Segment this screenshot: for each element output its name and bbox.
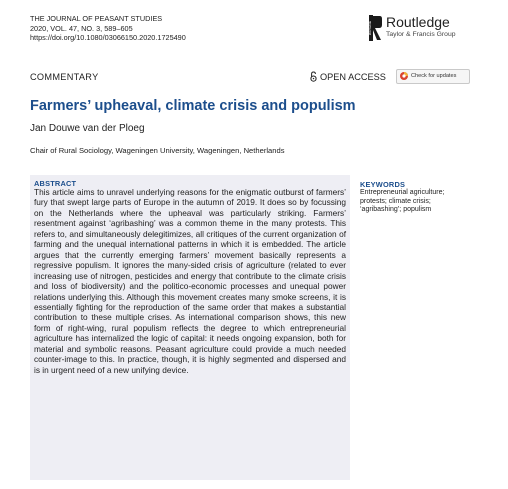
check-for-updates-button[interactable] — [396, 69, 470, 84]
author-affiliation: Chair of Rural Sociology, Wageningen University, Wageningen, Netherlands — [30, 146, 285, 155]
publisher-logo — [368, 14, 478, 44]
routledge-mark-letters: ROUTLEDGE — [370, 20, 372, 36]
keyword-line: ‘agribashing’; populism — [360, 206, 432, 214]
open-lock-icon — [310, 71, 317, 82]
crossmark-icon — [400, 72, 408, 80]
author-name[interactable]: Jan Douwe van der Ploeg — [30, 123, 145, 134]
journal-reference — [30, 14, 186, 43]
abstract-text: This article aims to unravel underlying reasons for the enigmatic outburst of farmers’ fury that swept large parts of Europe in the autumn of 2019. It does so by focussing on the Netherlands where the upheaval was particularly striking. Farmers’ resentment against ‘agribashing’ was a common theme in the many protests. This refers to, and simultaneously delegitimizes, all critiques of the current organization of farming and the unequal international patterns in which it is embedded. The article argues that the currently emerging farmers’ movement basically represents a regressive populism. It ignores the many-sided crisis of agriculture (related to ever increasing use of nitrogen, pesticides and energy that contribute to the climate crisis and loss of biodiversity) and the politico-economic processes and unequal power relations underlying this. Although this movement creates many smoke screens, it is essentially fighting for the reproduction of the same order that makes a substantial contribution to these multiple crises. As international comparison shows, this new form of right-wing, rural populism reflects the degree to which entrepreneurial agriculture has internalized the logic of capital: it needs ongoing expansion, both for material and symbolic reasons. Peasant agriculture could provide a much needed counter-image to this. In practice, though, it is highly segmented and dispersed and is in urgent need of a new unifying device. — [34, 187, 346, 375]
abstract-panel — [30, 175, 350, 480]
abstract-heading: ABSTRACT — [34, 179, 77, 188]
keyword-line: protests; climate crisis; — [360, 197, 431, 205]
publisher-subtitle: Taylor & Francis Group — [386, 31, 456, 38]
routledge-mark-icon — [368, 15, 382, 41]
section-label: COMMENTARY — [30, 72, 99, 82]
check-for-updates-label: Check for updates — [411, 73, 457, 79]
publisher-name: Routledge — [386, 14, 450, 30]
keyword-line: Entrepreneurial agriculture; — [360, 189, 445, 196]
journal-volume: 2020, VOL. 47, NO. 3, 589–605 — [30, 23, 133, 33]
journal-name: THE JOURNAL OF PEASANT STUDIES — [30, 14, 163, 23]
keywords-heading: KEYWORDS — [360, 180, 406, 189]
article-title: Farmers’ upheaval, climate crisis and populism — [30, 98, 356, 114]
open-access-label: OPEN ACCESS — [320, 72, 386, 82]
open-access-badge — [310, 71, 386, 82]
doi-link[interactable]: https://doi.org/10.1080/03066150.2020.1725490 — [30, 33, 186, 43]
keywords-list — [360, 189, 478, 215]
